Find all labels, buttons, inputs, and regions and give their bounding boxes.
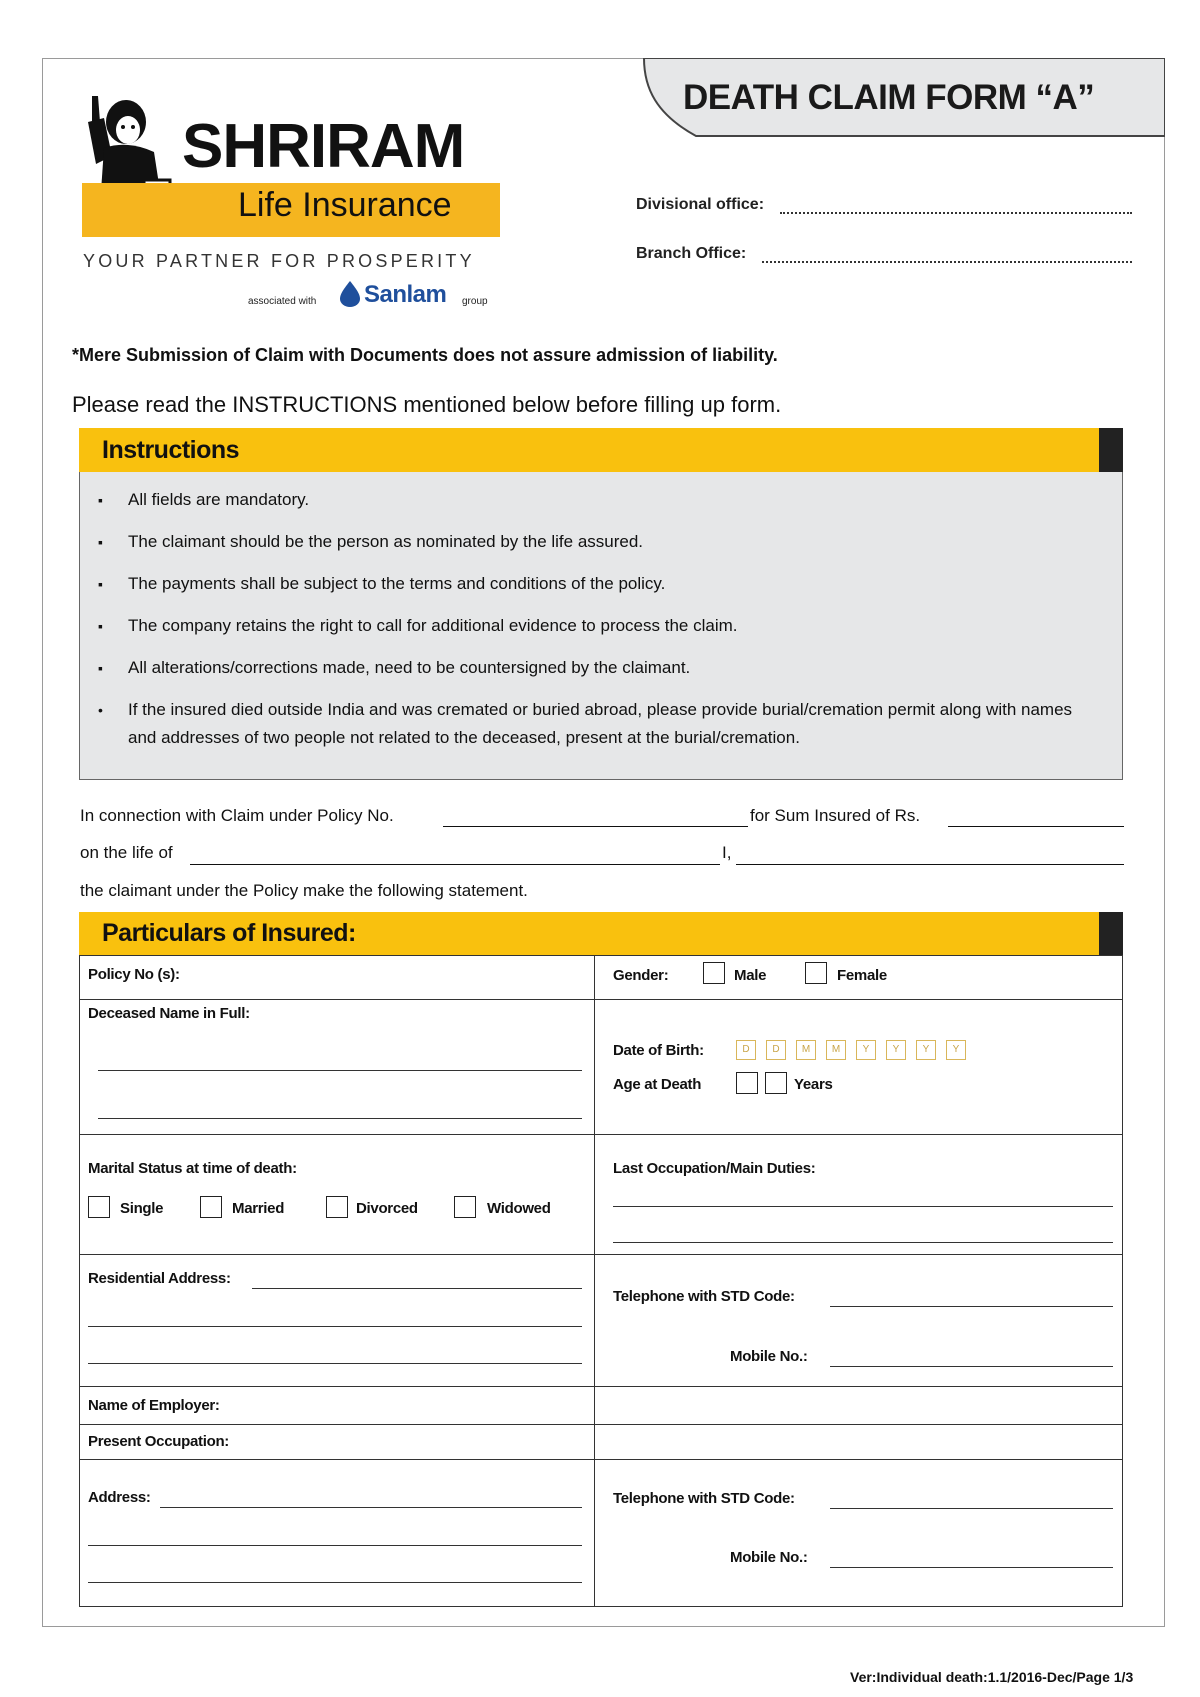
age-box-1[interactable] bbox=[736, 1072, 758, 1094]
statement-policy-label: In connection with Claim under Policy No. bbox=[80, 806, 394, 825]
bullet-icon: • bbox=[98, 702, 103, 718]
divisional-office-field[interactable] bbox=[780, 212, 1132, 214]
telephone-label: Telephone with STD Code: bbox=[613, 1288, 795, 1305]
employer-address-line-3[interactable] bbox=[88, 1582, 582, 1583]
employer-telephone-field[interactable] bbox=[830, 1508, 1113, 1509]
years-label: Years bbox=[794, 1076, 833, 1093]
table-row-line bbox=[79, 999, 1123, 1000]
statement-life-label: on the life of bbox=[80, 843, 173, 862]
particulars-header-accent bbox=[1099, 912, 1123, 955]
last-occupation-line-2[interactable] bbox=[613, 1242, 1113, 1243]
dob-label: Date of Birth: bbox=[613, 1042, 704, 1059]
policy-no-label: Policy No (s): bbox=[88, 966, 180, 983]
male-label: Male bbox=[734, 967, 767, 984]
brand-subtitle: Life Insurance bbox=[238, 186, 452, 224]
partner-name: Sanlam bbox=[364, 281, 447, 308]
divisional-office-label: Divisional office: bbox=[636, 196, 765, 213]
instruction-item bbox=[96, 486, 1096, 514]
residential-address-line-1[interactable] bbox=[252, 1288, 582, 1289]
mobile-field[interactable] bbox=[830, 1366, 1113, 1367]
last-occupation-label: Last Occupation/Main Duties: bbox=[613, 1160, 816, 1177]
instruction-item bbox=[96, 528, 1096, 556]
bullet-icon: ▪ bbox=[98, 660, 103, 676]
form-title: DEATH CLAIM FORM “A” bbox=[683, 78, 1095, 117]
read-instructions-text: Please read the INSTRUCTIONS mentioned below before filling up form. bbox=[72, 392, 782, 417]
footer-version: Ver:Individual death:1.1/2016-Dec/Page 1/3 bbox=[850, 1669, 1134, 1685]
single-checkbox[interactable] bbox=[88, 1196, 110, 1218]
employer-address-label: Address: bbox=[88, 1489, 151, 1506]
branch-office-field[interactable] bbox=[762, 261, 1132, 263]
single-label: Single bbox=[120, 1200, 164, 1217]
divorced-label: Divorced bbox=[356, 1200, 418, 1217]
male-checkbox[interactable] bbox=[703, 962, 725, 984]
claimant-name-field[interactable] bbox=[736, 864, 1124, 865]
instruction-text: The payments shall be subject to the terms and conditions of the policy. bbox=[128, 574, 666, 593]
marital-status-label: Marital Status at time of death: bbox=[88, 1160, 297, 1177]
employer-label: Name of Employer: bbox=[88, 1397, 220, 1414]
instructions-header-accent bbox=[1099, 428, 1123, 472]
sanlam-drop-icon bbox=[340, 281, 360, 312]
dob-box-y4[interactable]: Y bbox=[946, 1040, 966, 1060]
instruction-text: The claimant should be the person as nominated by the life assured. bbox=[128, 532, 644, 551]
divorced-checkbox[interactable] bbox=[326, 1196, 348, 1218]
table-row-line bbox=[79, 1254, 1123, 1255]
dob-box-m1[interactable]: M bbox=[796, 1040, 816, 1060]
brand-name: SHRIRAM bbox=[182, 112, 465, 181]
instruction-text: All fields are mandatory. bbox=[128, 490, 310, 509]
gender-label: Gender: bbox=[613, 967, 669, 984]
instruction-text: If the insured died outside India and was cremated or buried abroad, please provide burial/cremation permit along with names and addresses of two people not related to the deceased, present at the burial/cremation. bbox=[128, 700, 1073, 747]
dob-box-d2[interactable]: D bbox=[766, 1040, 786, 1060]
residential-address-label: Residential Address: bbox=[88, 1270, 231, 1287]
table-row-line bbox=[79, 1386, 1123, 1387]
deceased-name-line-2[interactable] bbox=[98, 1118, 582, 1119]
last-occupation-line-1[interactable] bbox=[613, 1206, 1113, 1207]
married-label: Married bbox=[232, 1200, 285, 1217]
bullet-icon: ▪ bbox=[98, 492, 103, 508]
instruction-text: The company retains the right to call for additional evidence to process the claim. bbox=[128, 616, 738, 635]
bullet-icon: ▪ bbox=[98, 534, 103, 550]
branch-office-label: Branch Office: bbox=[636, 245, 747, 262]
telephone-field[interactable] bbox=[830, 1306, 1113, 1307]
instruction-item bbox=[96, 696, 1096, 752]
age-at-death-label: Age at Death bbox=[613, 1076, 702, 1093]
instructions-heading: Instructions bbox=[102, 436, 240, 464]
instruction-item bbox=[96, 654, 1096, 682]
associated-with-text: associated with bbox=[248, 296, 317, 307]
mobile-label: Mobile No.: bbox=[730, 1348, 808, 1365]
instruction-item bbox=[96, 612, 1096, 640]
age-box-2[interactable] bbox=[765, 1072, 787, 1094]
table-row-line bbox=[79, 1459, 1123, 1460]
employer-mobile-label: Mobile No.: bbox=[730, 1549, 808, 1566]
table-row-line bbox=[79, 1134, 1123, 1135]
particulars-heading: Particulars of Insured: bbox=[102, 919, 356, 947]
married-checkbox[interactable] bbox=[200, 1196, 222, 1218]
dob-box-y2[interactable]: Y bbox=[886, 1040, 906, 1060]
instruction-item bbox=[96, 570, 1096, 598]
liability-notice: *Mere Submission of Claim with Documents does not assure admission of liability. bbox=[72, 345, 778, 365]
female-checkbox[interactable] bbox=[805, 962, 827, 984]
bullet-icon: ▪ bbox=[98, 618, 103, 634]
widowed-label: Widowed bbox=[487, 1200, 551, 1217]
present-occupation-label: Present Occupation: bbox=[88, 1433, 229, 1450]
dob-box-y1[interactable]: Y bbox=[856, 1040, 876, 1060]
deceased-name-label: Deceased Name in Full: bbox=[88, 1005, 250, 1022]
dob-box-m2[interactable]: M bbox=[826, 1040, 846, 1060]
statement-i-label: I, bbox=[722, 843, 732, 862]
bullet-icon: ▪ bbox=[98, 576, 103, 592]
residential-address-line-2[interactable] bbox=[88, 1326, 582, 1327]
instruction-text: All alterations/corrections made, need to be countersigned by the claimant. bbox=[128, 658, 691, 677]
group-text: group bbox=[462, 296, 488, 307]
particulars-table bbox=[79, 955, 1123, 1607]
brand-tagline: YOUR PARTNER FOR PROSPERITY bbox=[83, 251, 475, 271]
widowed-checkbox[interactable] bbox=[454, 1196, 476, 1218]
statement-sum-label: for Sum Insured of Rs. bbox=[750, 806, 921, 825]
employer-mobile-field[interactable] bbox=[830, 1567, 1113, 1568]
instructions-list bbox=[96, 486, 1096, 766]
life-of-field[interactable] bbox=[190, 864, 720, 865]
dob-box-y3[interactable]: Y bbox=[916, 1040, 936, 1060]
employer-address-line-2[interactable] bbox=[88, 1545, 582, 1546]
policy-number-field[interactable] bbox=[443, 826, 748, 827]
employer-telephone-label: Telephone with STD Code: bbox=[613, 1490, 795, 1507]
deceased-name-line-1[interactable] bbox=[98, 1070, 582, 1071]
sum-insured-field[interactable] bbox=[948, 826, 1124, 827]
statement-claimant-text: the claimant under the Policy make the following statement. bbox=[80, 881, 528, 900]
table-divider bbox=[594, 955, 595, 1607]
employer-address-line-1[interactable] bbox=[160, 1507, 582, 1508]
residential-address-line-3[interactable] bbox=[88, 1363, 582, 1364]
dob-box-d1[interactable]: D bbox=[736, 1040, 756, 1060]
female-label: Female bbox=[837, 967, 887, 984]
table-row-line bbox=[79, 1424, 1123, 1425]
